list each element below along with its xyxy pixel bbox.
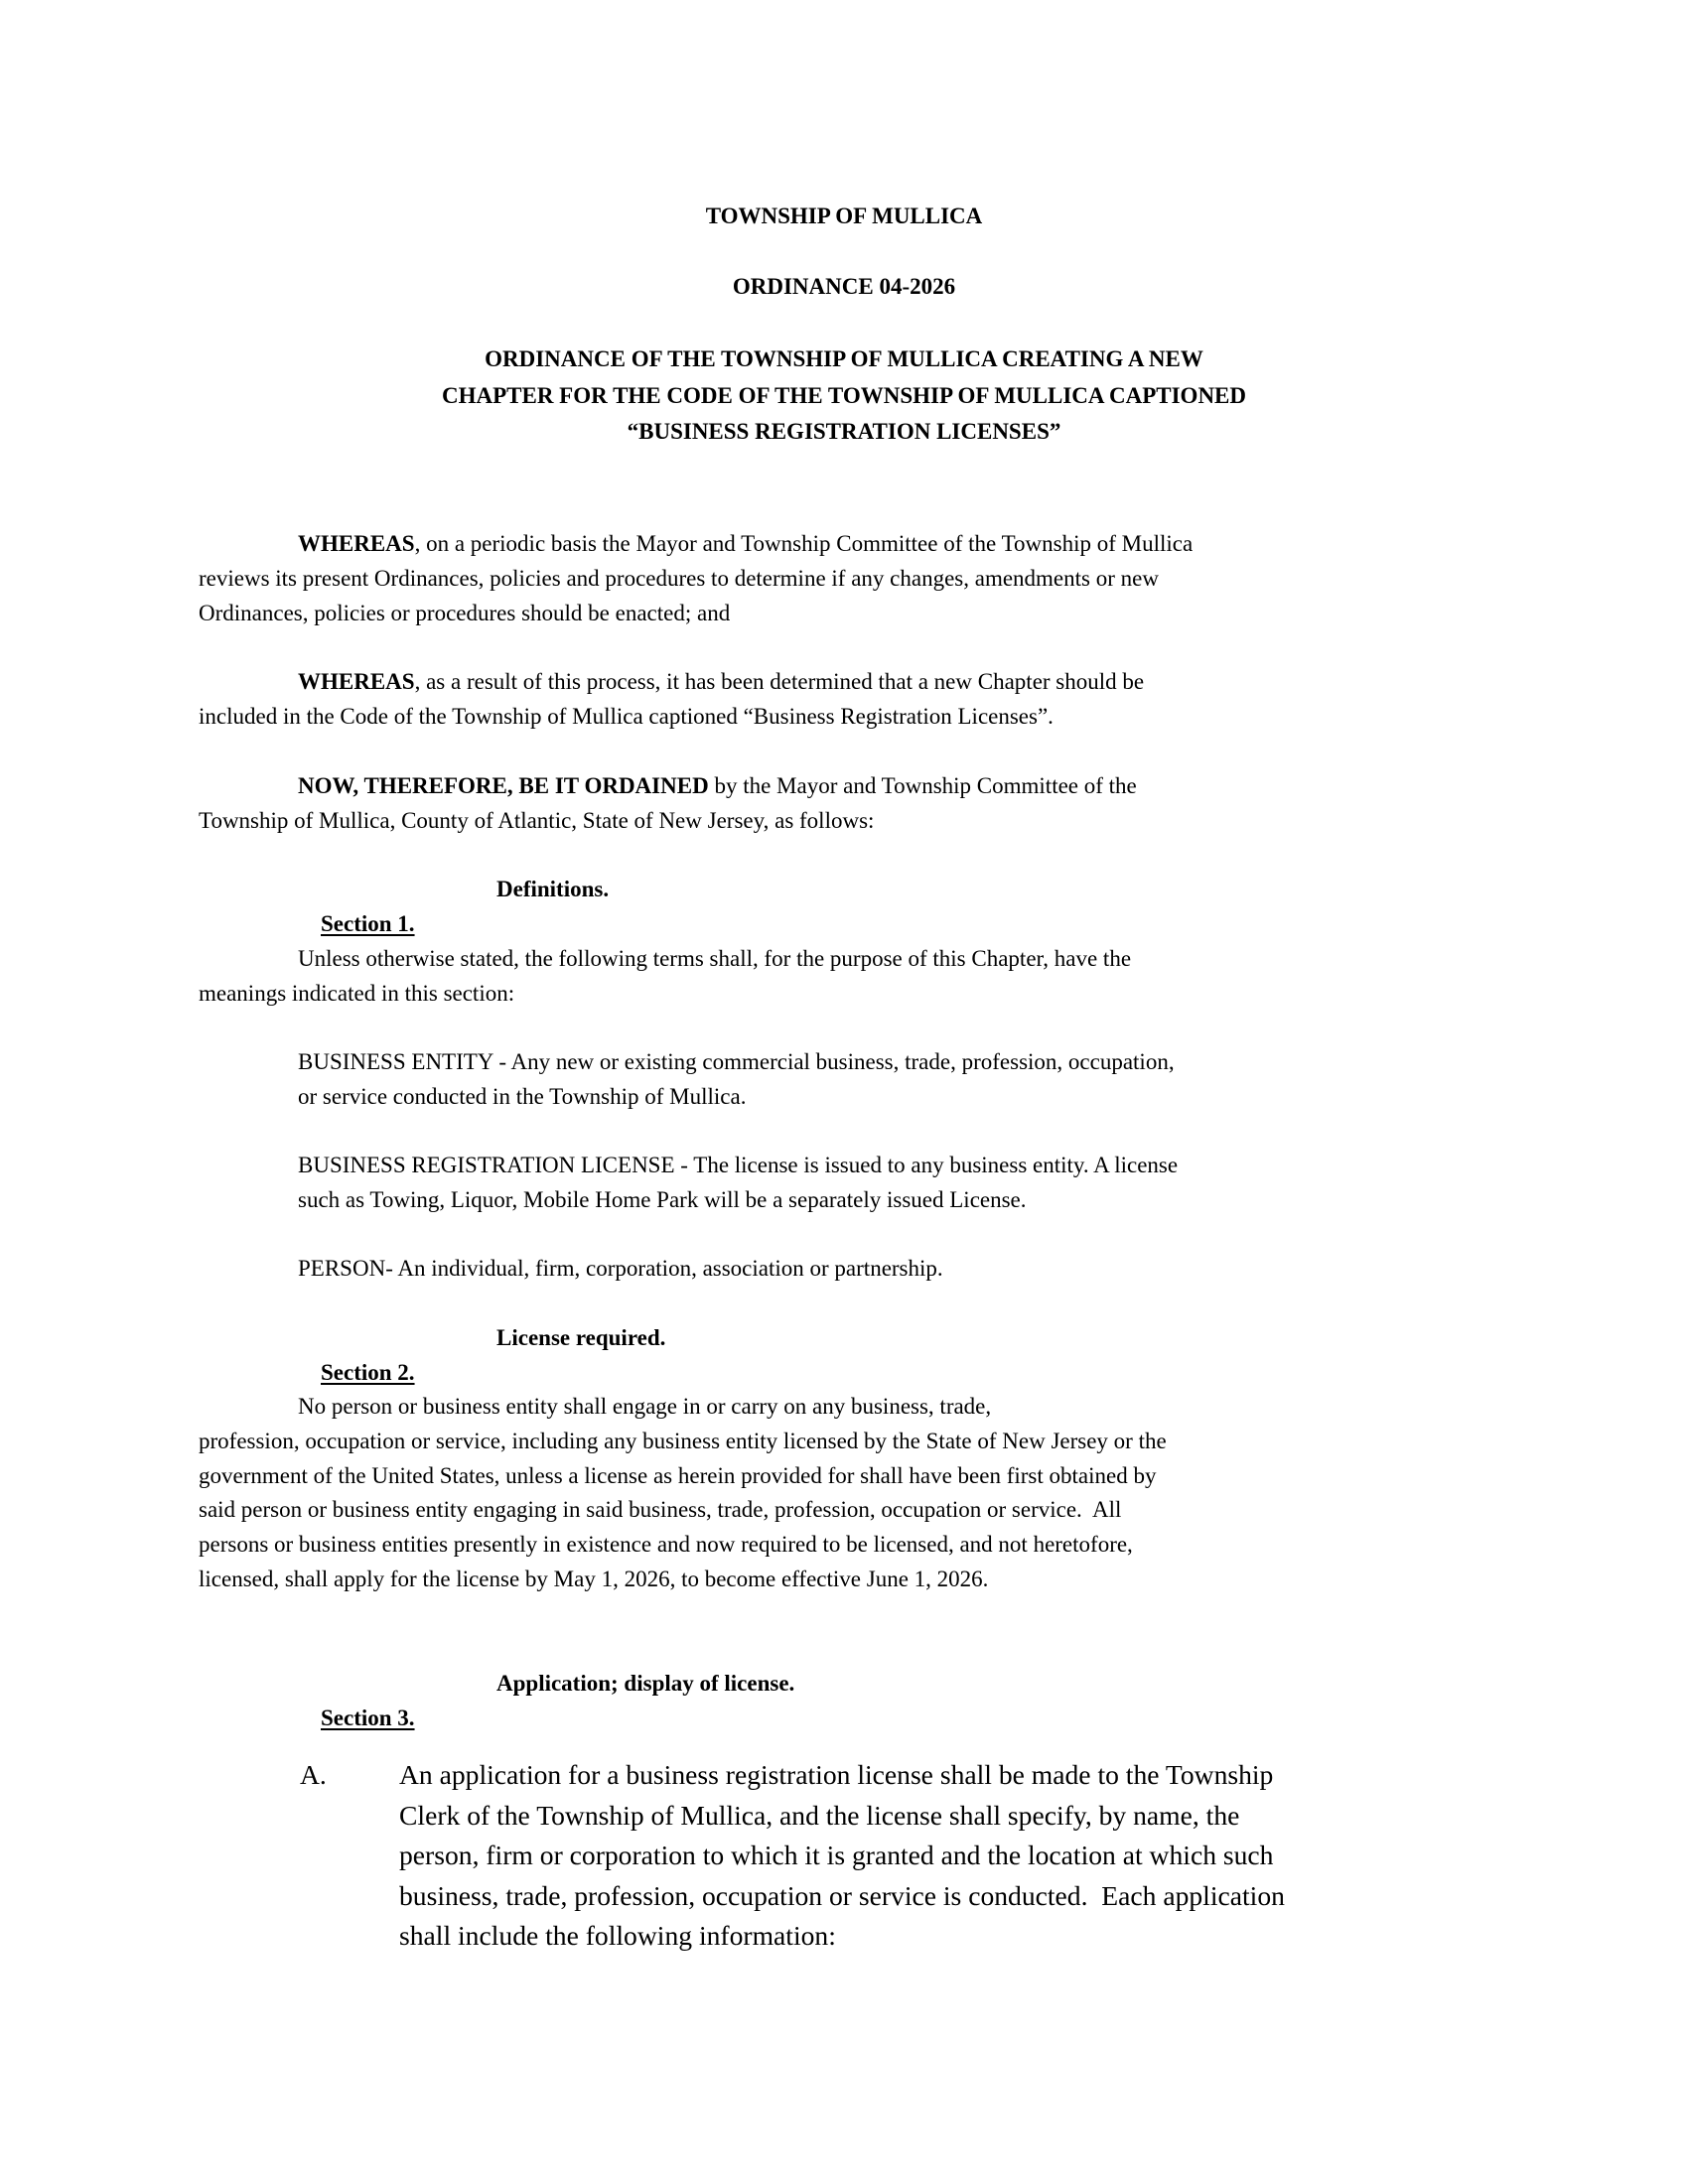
section-title: License required. <box>496 1325 666 1350</box>
paragraph-line: included in the Code of the Township of Mullica captioned “Business Registration Licenses”. <box>199 703 1054 729</box>
paragraph-line: said person or business entity engaging in said business, trade, profession, occupation or service. All <box>199 1497 1122 1523</box>
paragraph-line: government of the United States, unless a license as herein provided for shall have been first obtained by <box>199 1462 1157 1488</box>
definition-person <box>199 1252 1499 1287</box>
item-line: business, trade, profession, occupation or service is conducted. Each application <box>399 1879 1285 1911</box>
ordained-text: by the Mayor and Township Committee of the <box>708 773 1137 798</box>
section-title: Application; display of license. <box>496 1671 795 1696</box>
paragraph-line: reviews its present Ordinances, policies and procedures to determine if any changes, amendments or new <box>199 565 1159 591</box>
definition-line: such as Towing, Liquor, Mobile Home Park will be a separately issued License. <box>298 1186 1027 1212</box>
definition-line: PERSON- An individual, firm, corporation, association or partnership. <box>298 1256 943 1281</box>
paragraph-line: Township of Mullica, County of Atlantic, State of New Jersey, as follows: <box>199 807 875 833</box>
section-number: Section 1. <box>321 910 415 936</box>
section-number: Section 2. <box>321 1359 415 1385</box>
definition-business-entity <box>199 1045 1499 1115</box>
paragraph-line <box>199 769 1499 804</box>
ordinance-title-line: “BUSINESS REGISTRATION LICENSES” <box>627 419 1061 444</box>
ordinance-number-heading <box>0 270 1688 305</box>
ordinance-title-line: ORDINANCE OF THE TOWNSHIP OF MULLICA CREATING A NEW <box>485 346 1203 371</box>
definition-line: BUSINESS REGISTRATION LICENSE - The license is issued to any business entity. A license <box>298 1153 1179 1177</box>
ordinance-title <box>0 341 1688 451</box>
ordained-paragraph <box>199 769 1499 839</box>
item-line: An application for a business registration license shall be made to the Township <box>399 1759 1274 1790</box>
paragraph-line: Unless otherwise stated, the following terms shall, for the purpose of this Chapter, have the <box>298 946 1132 971</box>
definition-business-registration-license <box>199 1149 1499 1218</box>
municipality-heading <box>0 200 1688 234</box>
whereas-lead: WHEREAS <box>298 669 415 694</box>
paragraph-line: Ordinances, policies or procedures should be enacted; and <box>199 600 731 625</box>
definitions-intro <box>199 942 1499 1012</box>
whereas-paragraph-2 <box>199 665 1499 735</box>
item-line: person, firm or corporation to which it is granted and the location at which such <box>399 1840 1274 1871</box>
definition-line: BUSINESS ENTITY - Any new or existing commercial business, trade, profession, occupation, <box>298 1049 1175 1074</box>
paragraph-line <box>199 665 1499 700</box>
item-line: shall include the following information: <box>399 1920 836 1952</box>
paragraph-line: meanings indicated in this section: <box>199 980 515 1006</box>
whereas-text: , on a periodic basis the Mayor and Township Committee of the Township of Mullica <box>414 531 1194 556</box>
paragraph-line: persons or business entities presently in existence and now required to be licensed, and not heretofore, <box>199 1532 1133 1558</box>
whereas-paragraph-1 <box>199 527 1499 630</box>
item-label: A. <box>300 1759 327 1790</box>
paragraph-line: No person or business entity shall engage in or carry on any business, trade, <box>298 1394 992 1419</box>
item-line: Clerk of the Township of Mullica, and the license shall specify, by name, the <box>399 1799 1240 1831</box>
definition-line: or service conducted in the Township of Mullica. <box>298 1083 747 1109</box>
ordinance-title-line: CHAPTER FOR THE CODE OF THE TOWNSHIP OF MULLICA CAPTIONED <box>441 382 1247 408</box>
ordinance-number: ORDINANCE 04-2026 <box>732 274 956 299</box>
paragraph-line: profession, occupation or service, including any business entity licensed by the State of New Jersey or the <box>199 1428 1167 1453</box>
paragraph-line <box>199 527 1499 562</box>
whereas-text: , as a result of this process, it has been determined that a new Chapter should be <box>414 669 1145 694</box>
section-title: Definitions. <box>496 877 610 901</box>
section-number: Section 3. <box>321 1705 415 1730</box>
municipality-name: TOWNSHIP OF MULLICA <box>705 204 983 228</box>
whereas-lead: WHEREAS <box>298 531 415 556</box>
ordained-lead: NOW, THEREFORE, BE IT ORDAINED <box>298 773 709 798</box>
license-required-paragraph <box>199 1390 1499 1597</box>
item-text <box>399 1755 1511 1957</box>
paragraph-line: licensed, shall apply for the license by May 1, 2026, to become effective June 1, 2026. <box>199 1566 989 1591</box>
